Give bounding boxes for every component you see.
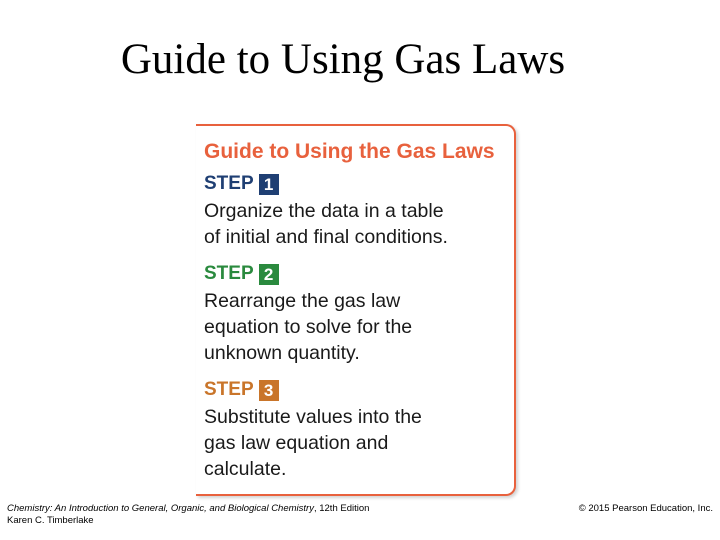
step-3-text [204, 404, 422, 482]
step-1 [204, 172, 448, 250]
footer-copyright: © 2015 Pearson Education, Inc. [578, 503, 713, 514]
step-2-text [204, 288, 412, 366]
step-1-line: of initial and final conditions. [204, 226, 448, 248]
step-2-line: unknown quantity. [204, 342, 360, 364]
step-1-word: STEP [204, 173, 254, 194]
footer-edition: , 12th Edition [313, 503, 370, 514]
step-2-line: Rearrange the gas law [204, 290, 401, 312]
step-3-line: calculate. [204, 458, 287, 480]
step-3-number-badge: 3 [259, 380, 279, 401]
step-2 [204, 262, 412, 366]
step-2-number-badge: 2 [259, 264, 279, 285]
step-1-label [204, 172, 448, 196]
card-title: Guide to Using the Gas Laws [204, 140, 495, 163]
gas-laws-guide-card [196, 124, 516, 496]
step-2-word: STEP [204, 263, 254, 284]
step-1-number-badge: 1 [259, 174, 279, 195]
step-3 [204, 378, 422, 482]
step-3-line: Substitute values into the [204, 406, 422, 428]
step-3-line: gas law equation and [204, 432, 389, 454]
step-3-label [204, 378, 422, 402]
slide-title: Guide to Using Gas Laws [120, 36, 566, 83]
step-1-line: Organize the data in a table [204, 200, 444, 222]
footer-author: Karen C. Timberlake [7, 515, 94, 526]
step-3-word: STEP [204, 379, 254, 400]
step-1-text [204, 198, 448, 250]
step-2-line: equation to solve for the [204, 316, 413, 338]
footer-book-title: Chemistry: An Introduction to General, Organic, and Biological Chemistry [7, 503, 314, 514]
footer-citation [7, 503, 369, 527]
step-2-label [204, 262, 412, 286]
